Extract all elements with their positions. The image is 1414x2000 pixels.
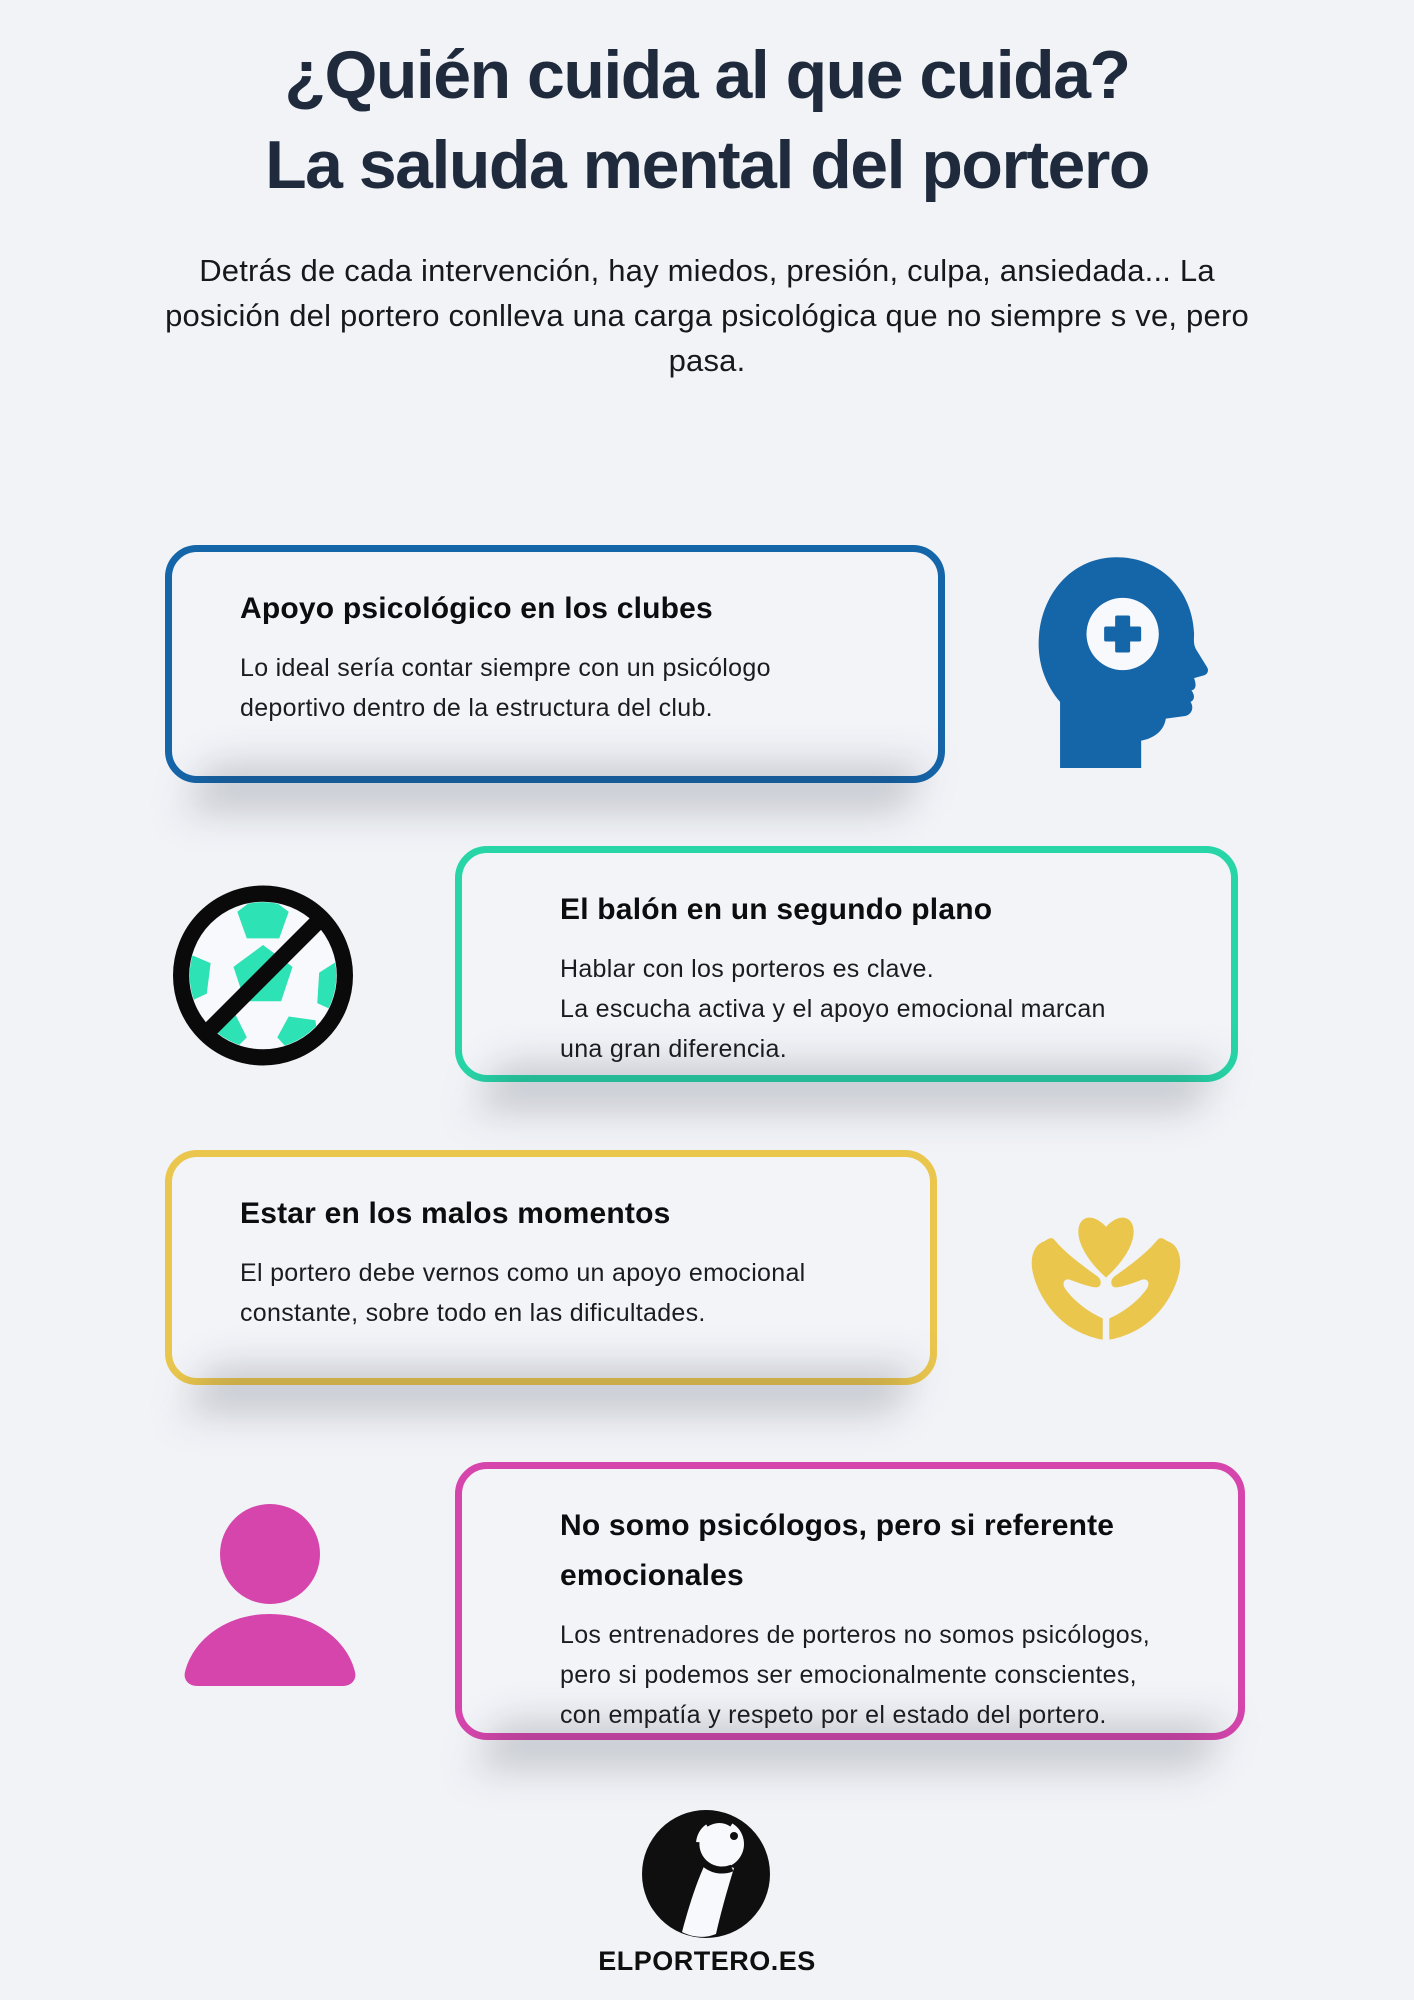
brand-text: ELPORTERO.ES: [598, 1946, 816, 1976]
card-body-line: El portero debe vernos como un apoyo emocional: [240, 1259, 806, 1287]
intro-line: posición del portero conlleva una carga psicológica que no siempre s ve, pero: [165, 298, 1249, 333]
intro-paragraph: [0, 248, 1414, 383]
card-body: [240, 1253, 892, 1333]
card-body-line: Hablar con los porteros es clave.: [560, 955, 934, 983]
card-body-line: deportivo dentro de la estructura del club.: [240, 694, 713, 722]
card-title: Estar en los malos momentos: [240, 1197, 671, 1230]
card-title: El balón en un segundo plano: [560, 893, 993, 926]
card-body: [560, 949, 1193, 1069]
intro-line: Detrás de cada intervención, hay miedos, presión, culpa, ansiedada... La: [199, 253, 1215, 288]
hands-holding-heart-icon: [1016, 1194, 1196, 1352]
card-title: No somo psicólogos, pero si referente emocionales: [560, 1509, 1115, 1592]
card-body-line: con empatía y respeto por el estado del portero.: [560, 1701, 1107, 1729]
card-body: [240, 648, 900, 728]
card-body-line: Los entrenadores de porteros no somos psicólogos,: [560, 1621, 1151, 1649]
card-body-line: constante, sobre todo en las dificultades.: [240, 1299, 706, 1327]
card-body-line: una gran diferencia.: [560, 1035, 787, 1063]
head-with-medical-cross-icon: [1030, 552, 1210, 768]
card-apoyo-psicologico: [165, 545, 945, 783]
intro-line: pasa.: [668, 343, 746, 378]
no-football-icon: [163, 873, 363, 1078]
card-body-line: pero si podemos ser emocionalmente conscientes,: [560, 1661, 1137, 1689]
card-malos-momentos: [165, 1150, 937, 1385]
page-title: [0, 30, 1414, 210]
goalkeeper-glove-logo-icon: [636, 1806, 776, 1946]
card-body-line: La escucha activa y el apoyo emocional marcan: [560, 995, 1106, 1023]
card-body: [560, 1615, 1200, 1735]
card-referente-emocional: [455, 1462, 1245, 1740]
person-icon: [182, 1504, 358, 1686]
card-balon-segundo-plano: [455, 846, 1238, 1082]
card-title: Apoyo psicológico en los clubes: [240, 592, 713, 625]
page-title-line1: ¿Quién cuida al que cuida?: [284, 37, 1130, 113]
page-title-line2: La saluda mental del portero: [265, 127, 1149, 203]
card-body-line: Lo ideal sería contar siempre con un psicólogo: [240, 654, 771, 682]
